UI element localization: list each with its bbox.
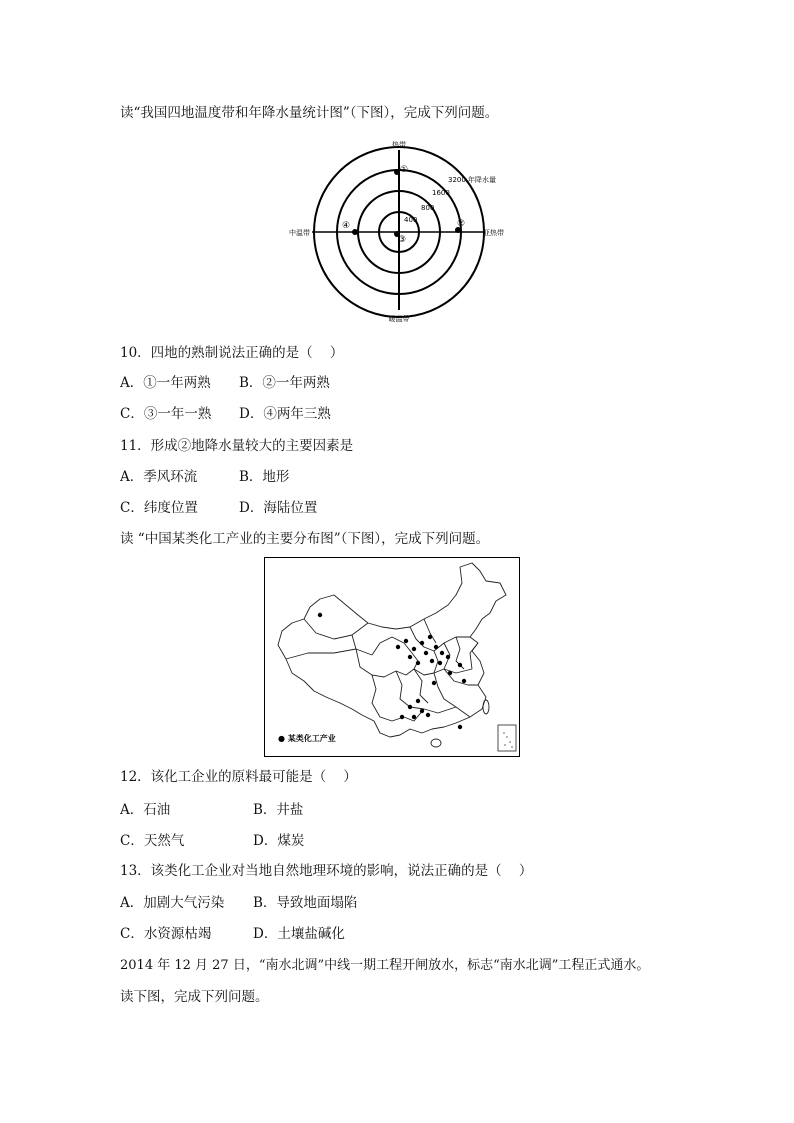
intro-text-1: 读“我国四地温度带和年降水量统计图”（下图），完成下列问题。: [120, 105, 499, 121]
label-rain-800: 800: [421, 204, 435, 212]
q13-option-d: D．土壤盐碱化: [253, 926, 345, 942]
point-3-label: ③: [398, 235, 407, 245]
q13-stem: 13．该类化工企业对当地自然地理环境的影响，说法正确的是（ ）: [120, 863, 533, 879]
point-1-label: ①: [400, 165, 409, 175]
label-bottom: 暖温带: [388, 315, 410, 323]
q10-option-d: D．④两年三熟: [239, 406, 331, 422]
intro-text-3: 2014 年 12 月 27 日，“南水北调”中线一期工程开闸放水，标志“南水北调”工程正式通水。: [120, 958, 650, 973]
q11-option-d: D．海陆位置: [239, 500, 318, 516]
q12-option-b: B．井盐: [253, 802, 304, 818]
q12-option-a: A．石油: [120, 802, 171, 818]
q12-option-d: D．煤炭: [253, 833, 305, 849]
intro-text-4: 读下图，完成下列问题。: [120, 989, 269, 1005]
point-4-label: ④: [342, 221, 351, 231]
label-right: 亚热带: [483, 229, 504, 237]
q10-option-a: A．①一年两熟: [120, 375, 211, 391]
map-legend: ● 某类化工产业: [278, 734, 336, 743]
q13-option-b: B．导致地面塌陷: [253, 895, 358, 911]
label-rain-1600: 1600: [432, 189, 450, 197]
label-left: 中温带: [289, 229, 310, 237]
q13-option-a: A．加剧大气污染: [120, 895, 225, 911]
label-top: 热带: [392, 141, 406, 149]
south-china-sea-inset: [498, 725, 516, 751]
q11-stem: 11．形成②地降水量较大的主要因素是: [120, 438, 354, 454]
point-2-label: ②: [457, 219, 466, 229]
q11-option-a: A．季风环流: [120, 469, 198, 485]
q11-option-c: C．纬度位置: [120, 500, 198, 516]
q12-option-c: C．天然气: [120, 833, 185, 849]
q13-option-c: C．水资源枯竭: [120, 926, 212, 942]
q11-option-b: B．地形: [239, 469, 290, 485]
q10-stem: 10．四地的熟制说法正确的是（ ）: [120, 345, 344, 361]
label-rain-400: 400: [404, 216, 418, 224]
china-chemical-industry-map: [264, 557, 520, 757]
q12-stem: 12．该化工企业的原料最可能是（ ）: [120, 769, 357, 785]
q10-option-c: C．③一年一熟: [120, 406, 212, 422]
q10-option-b: B．②一年两熟: [239, 375, 330, 391]
label-rain-3200: 3200 年降水量: [448, 176, 497, 184]
intro-text-2: 读 “中国某类化工产业的主要分布图”（下图），完成下列问题。: [120, 531, 490, 547]
temperature-rainfall-diagram: [284, 138, 520, 324]
point-4-dot: [352, 229, 358, 235]
